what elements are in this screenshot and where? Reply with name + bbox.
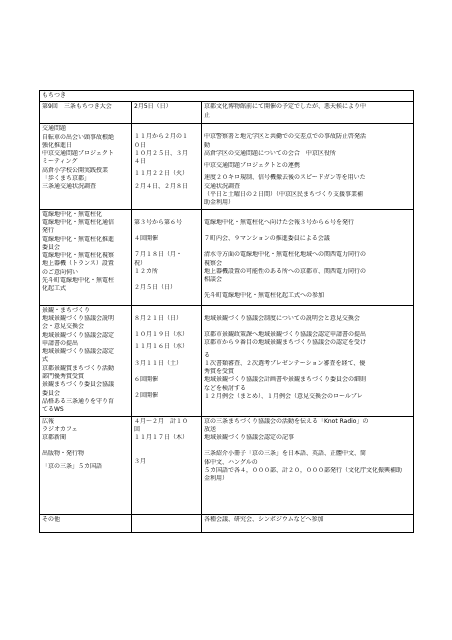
section-row-mochitsuki xyxy=(40,91,414,102)
date-cell: 2月5日（日） xyxy=(132,102,202,124)
date-cell: 第３号から第６号 ４回開催 ７月１８日（月・ 祝） １２カ所 ２月５日（日） xyxy=(132,209,202,305)
item-cell: 第9回 三条もちつき大会 xyxy=(40,102,132,124)
section-row-undergrounding xyxy=(40,209,414,305)
date-cell: １１月から２月の１ ０日 １０月２５日、３月 ４日 １１月２２日（火） ２月４日、２月８日 xyxy=(132,124,202,209)
note-cell: 各種会議、研究会、シンポジウムなどへ参加 xyxy=(202,514,414,532)
note-cell: 京都文化博物館前にて開催の予定でしたが、悪天候により中 止 xyxy=(202,102,414,124)
section-row-publicity xyxy=(40,416,414,514)
section-body-mochitsuki xyxy=(40,102,414,124)
note-cell: 京の三条まちづくり協議会の活動を伝える「Knot Radio」の 放送 地域景観づくり協議会認定の記事 三条紹介小冊子「京の三条」を日本語、英語、正體中文、简 体中文、ハングルの ５カ国語で各４，０００部、計２０，０００部発行（文化庁文化振興補助 金利用） xyxy=(202,416,414,514)
note-cell: 中京警察署と地元学区と共働での交差点での事故防止啓発活 動 高倉学区の交通問題についての会合 中京区役所 中京交通問題プロジェクトとの連携 速度２０キロ規制、信号機撤去後のスピードガン等を用いた 交通状況調査 （平日と土曜日の２日間）（中京区民まちづくり支援事業補 助金利用） xyxy=(202,124,414,209)
item-cell: 交通問題 自転車の出会い頭事故根絶 強化推進日 中京交通問題プロジェクト ミーティング 高倉小学校公開実践授業 「歩くまち京都」 三条通交通状況調査 xyxy=(40,124,132,209)
section-row-traffic xyxy=(40,124,414,209)
item-cell: 電線地中化・無電柱化 電線地中化・無電柱化通信 発行 電線地中化・無電柱化推進 委員会 電線地中化・無電柱化視察 地上器機（トランス）設置 のご意向伺い 先斗町電線地中化・無電柱 化起工式 xyxy=(40,209,132,305)
section-row-other xyxy=(40,514,414,532)
date-cell: ４月〜２月 計１０ 回 １１月１７日（木） ３月 xyxy=(132,416,202,514)
date-cell: ８月２１日（日） １０月１９日（水） １１月１６日（水） ３月１１日（土） ６回開催 ２回開催 xyxy=(132,305,202,416)
note-cell: 地域景観づくり協議会制度についての説明会と意見交換会 京都市景観政策課へ地域景観づくり協議会認定申請書の提出 京都市から９番目の地域景観まちづくり協議会の認定を受け る １次書類審査、２次選考プレゼンテーション審査を経て、優 秀賞を受賞 地域景観づくり協議会計画書や景観まちづくり委員会の細則 などを検討する １２月例会（まとめ）、１月例会（意見交換会のロールプレ xyxy=(202,305,414,416)
item-cell: 景観・まちづくり 地域景観づくり協議会説明 会・意見交換会 地域景観づくり協議会認定 申請書の提出 地域景観づくり協議会認定 式 京都景観賞まちづくり活動 部門優秀賞受賞 景観まちづくり委員会協議 委員会 品格ある三条通りを守り育 てるWS xyxy=(40,305,132,416)
item-cell: 広報 ラジオカフェ 京都新聞 出版物・発行物 「京の三条」５カ国語 xyxy=(40,416,132,514)
item-cell: その他 xyxy=(40,514,132,532)
note-cell: 電線地中化・無電柱化へ向けた会報３号から６号を発行 ７町内会、９マンションの推進委員による会議 清水寺方面の電線地中化・無電柱化地域への関西電力同行の 視察会 地上器機設置の可能性のある所への京都市、関西電力同行の 相談会 先斗町電線地中化・無電柱化起工式への参加 xyxy=(202,209,414,305)
section-row-landscape xyxy=(40,305,414,416)
activity-table xyxy=(39,90,414,533)
section-heading: もちつき xyxy=(40,91,414,102)
date-cell xyxy=(132,514,202,532)
